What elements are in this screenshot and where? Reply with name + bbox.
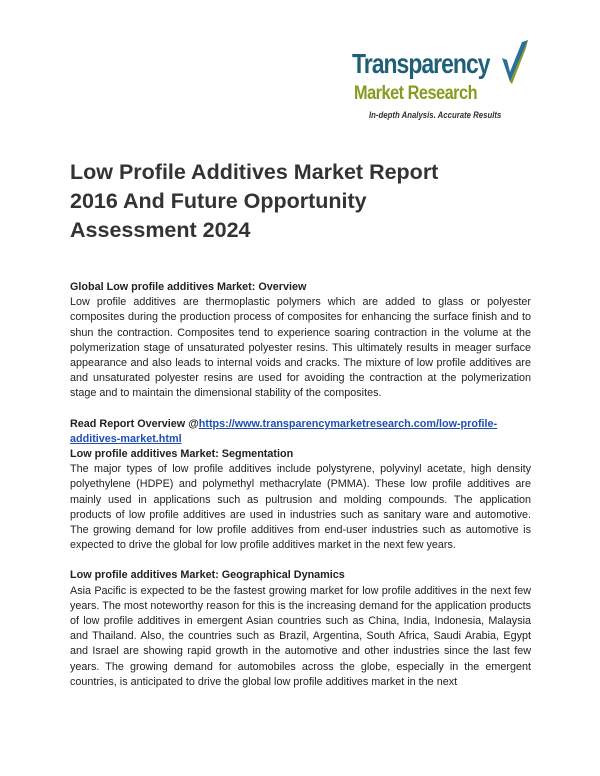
geography-paragraph: Asia Pacific is expected to be the fastest growing market for low profile additives in the next few years. The most noteworthy reason for this is the increasing demand for the application products of low profile additives in emergent Asian countries such as China, India, Indonesia, Malaysia and Thailand. Also, the countries such as Brazil, Argentina, South Africa, Saudi Arabia, Egypt and Israel are showing rapid growth in the automotive and other industries since the last few years. The growing demand for automobiles across the globe, especially in the emergent countries, is anticipated to drive the global low profile additives market in the next <box>70 584 531 688</box>
logo-tagline: In-depth Analysis. Accurate Results <box>369 110 502 121</box>
report-overview-label: Read Report Overview @ <box>70 417 199 430</box>
page-title: Low Profile Additives Market Report 2016 And Future Opportunity Assessment 2024 <box>70 160 439 242</box>
report-overview-link[interactable]: https://www.transparencymarketresearch.com/low-profile-additives-market.html <box>70 417 498 445</box>
document-body <box>70 280 531 690</box>
segmentation-heading: Low profile additives Market: Segmentation <box>70 448 294 461</box>
company-logo <box>350 38 530 138</box>
checkmark-icon <box>500 38 530 90</box>
logo-brand-line1: Transparency <box>352 48 490 79</box>
logo-brand-line2: Market Research <box>354 83 478 104</box>
overview-paragraph: Low profile additives are thermoplastic polymers which are added to glass or polyester composites during the production process of composites for enhancing the surface finish and to shun the contraction. Composites tend to experience soaring contraction in the volume at the polymerization stage of unsaturated polyester resins. This ultimately results in meager surface appearance and also leads to internal voids and cracks. The mixture of low profile additives are and unsaturated polyester resins are used for avoiding the contraction at the polymerization stage and to maintain the dimensional stability of the composites. <box>70 296 531 400</box>
geography-heading: Low profile additives Market: Geographical Dynamics <box>70 569 345 582</box>
segmentation-paragraph: The major types of low profile additives include polystyrene, polyvinyl acetate, high density polyethylene (HDPE) and polymethyl methacrylate (PMMA). These low profile additives are mainly used in applications such as pultrusion and molding compounds. The application products of low profile additives are used in industries such as sanitary ware and automotive. The growing demand for low profile additives from end-user industries such as automotive is expected to drive the global for low profile additives market in the next few years. <box>70 463 531 552</box>
overview-heading: Global Low profile additives Market: Overview <box>70 281 307 293</box>
report-overview-line <box>70 417 531 447</box>
